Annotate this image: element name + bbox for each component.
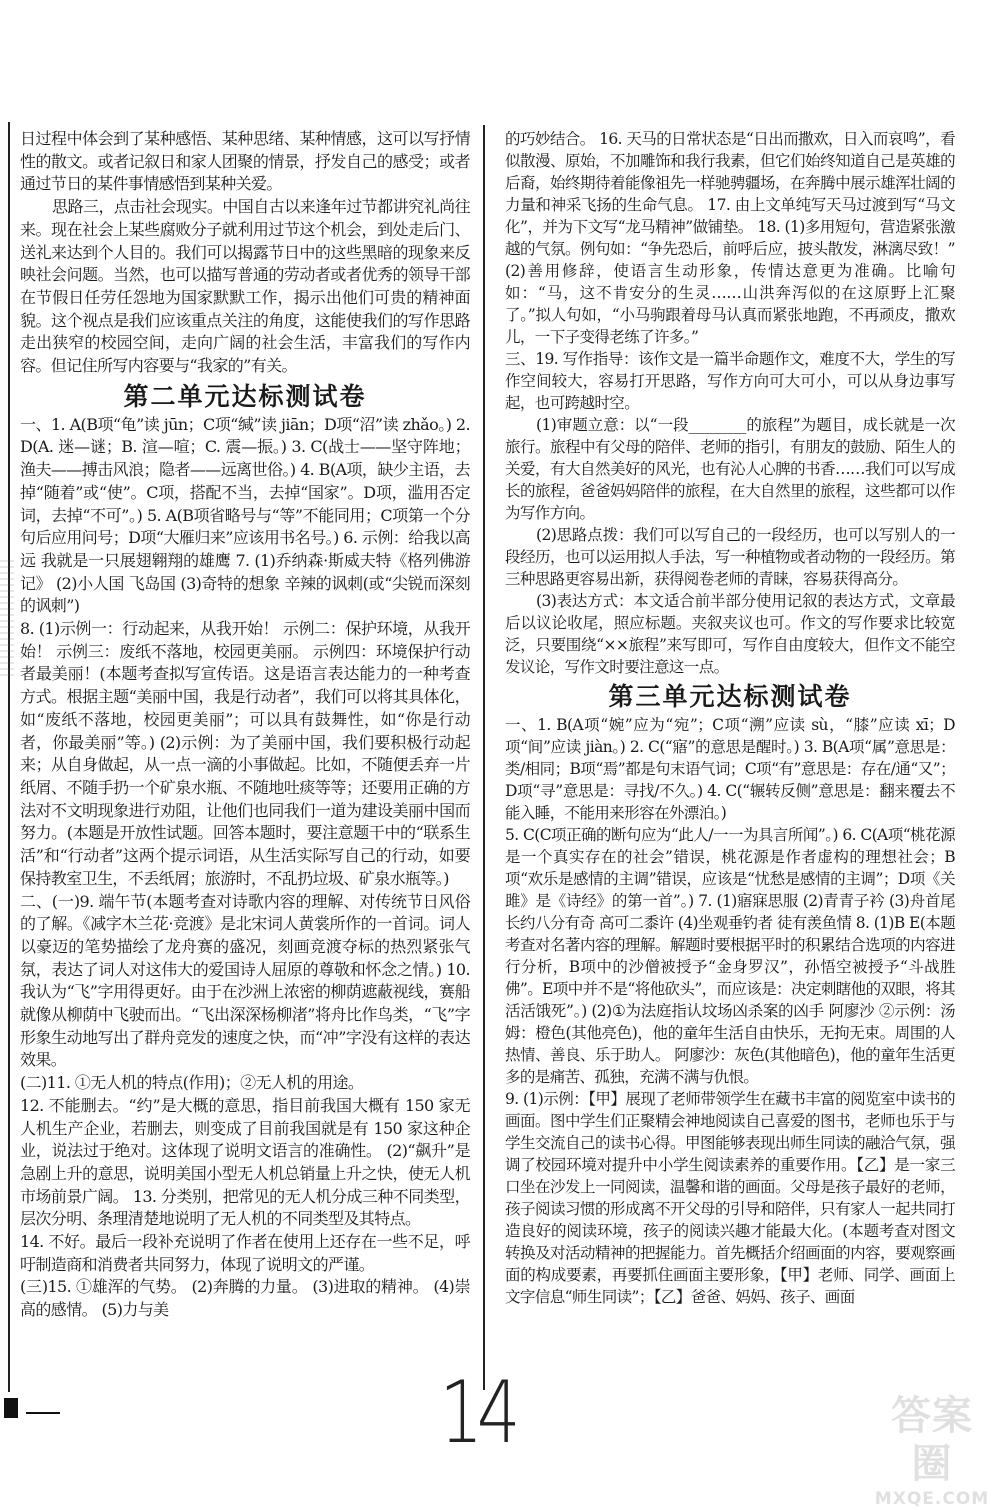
paragraph: 的巧妙结合。 16. 天马的日常状态是“日出而撒欢，日入而哀鸣”，看似散漫、原始，不加雕饰和我行我素，但它们始终知道自己是英雄的后裔，始终期待着能像祖先一样驰骋疆场，在奔腾中展示雄浑壮阔的力量和神采飞扬的生命气息。 17. 由上文单纯写天马过渡到写“马文化”，并为下文写“龙马精神”做铺垫。 18. (1)多用短句，营造紧张激越的气氛。例句如：“争先恐后，前呼后应，披头散发，淋漓尽致！” (2)善用修辞，使语言生动形象，传情达意更为准确。比喻句如：“马，这不肯安分的生灵……山洪奔泻似的在这原野上汇聚了。”拟人句如，“小马驹跟着母马认真而紧张地跑，不再顽皮，撒欢儿，一下子变得老练了许多。” bbox=[505, 130, 955, 346]
left-column bbox=[20, 128, 470, 1322]
answer-block: 一、1. A(B项“龟”读 jūn；C项“缄”读 jiān；D项“沼”读 zhǎo。) 2. D(A. 迷—谜；B. 渲—喧；C. 震—振。) 3. C(战士——坚守阵地；渔夫——搏击风浪；隐者——远离世俗。) 4. B(A项，缺少主语，去掉“随着”或“使”。C项，搭配不当，去掉“国家”。D项，滥用否定词，去掉“不可”。) 5. A(B项省略号与“等”不能同用；C项第一个分句后应用问号；D项“大雁归来”应该用书名号。) 6. 示例：给我以高远 我就是一只展翅翱翔的雄鹰 7. (1)乔纳森·斯威夫特《格列佛游记》 (2)小人国 飞岛国 (3)奇特的想象 辛辣的讽刺(或“尖锐而深刻的讽刺”) bbox=[20, 414, 470, 616]
answer-block: 5. C(C项正确的断句应为“此人/一一为具言所闻”。) 6. C(A项“桃花源是一个真实存在的社会”错误，桃花源是作者虚构的理想社会；B项“欢乐是感情的主调”错误，应该是“忧愁是感情的主调”；D项《关雎》是《诗经》的第一首”。) 7. (1)寤寐思服 (2)青青子衿 (3)舟首尾长约八分有奇 高可二黍许 (4)坐观垂钓者 徒有羡鱼情 8. (1)B E(本题考查对名著内容的理解。解题时要根据平时的积累结合选项的内容进行分析，B项中的沙僧被授予“金身罗汉”，孙悟空被授予“斗战胜佛”。E项中并不是“将他砍头”，而应该是：决定刺瞎他的双眼，将其活活饿死”。) (2)①为法庭指认坟场凶杀案的凶手 阿廖沙 ②示例：汤姆：橙色(其他亮色)，他的童年生活自由快乐，无拘无束。周围的人热情、善良、乐于助人。 阿廖沙：灰色(其他暗色)，他的童年生活更多的是痛苦、孤独，充满不满与仇恨。 bbox=[505, 826, 955, 1086]
answer-block: (三)15. ①雄浑的气势。 (2)奔腾的力量。 (3)进取的精神。 (4)崇高的感情。 (5)力与美 bbox=[20, 1277, 470, 1320]
column-divider bbox=[483, 125, 485, 1390]
paragraph: 思路三，点击社会现实。中国自古以来逢年过节都讲究礼尚往来。现在社会上某些腐败分子就利用过节这个机会，到处走后门、送礼来达到个人目的。我们可以揭露节日中的这些黑暗的现象来反映社会问题。当然，也可以描写普通的劳动者或者优秀的领导干部在节假日任劳任怨地为国家默默工作，揭示出他们可贵的精神面貌。这个视点是我们应该重点关注的角度，这能使我们的写作思路走出狭窄的校园空间，走向广阔的社会生活，丰富我们的写作内容。但记住所写内容要与“我家的”有关。 bbox=[20, 197, 470, 376]
left-margin-rule bbox=[8, 122, 10, 1392]
answer-block: 三、19. 写作指导：该作文是一篇半命题作文，难度不大，学生的写作空间较大，容易打开思路，写作方向可大可小，可以从身边事写起，也可跨越时空。 bbox=[505, 350, 955, 412]
watermark-logo: 答案圈 bbox=[891, 1393, 973, 1487]
page-number: 14 bbox=[439, 1363, 515, 1463]
scan-artifact bbox=[0, 560, 14, 680]
answer-block: 二、(一)9. 端午节(本题考查对诗歌内容的理解、对传统节日风俗的了解。《减字木兰花·竞渡》是北宋词人黄裳所作的一首词。词人以豪迈的笔势描绘了龙舟赛的盛况，刻画竞渡夺标的热烈紧张气氛，表达了词人对这伟大的爱国诗人屈原的尊敬和怀念之情。) 10. 我认为“飞”字用得更好。由于在沙洲上浓密的柳荫遮蔽视线，赛船就像从柳荫中飞驶而出。“飞出深深杨柳渚”将舟比作鸟类，“飞”字形象生动地写出了群舟竞发的速度之快，而“冲”字没有这样的表达效果。 bbox=[20, 891, 470, 1070]
watermark-url: MXQE.COM bbox=[874, 1489, 990, 1509]
corner-mark bbox=[4, 1398, 18, 1418]
bottom-dash bbox=[26, 1412, 60, 1414]
paragraph: (2)思路点拨：我们可以写自己的一段经历，也可以写别人的一段经历，也可以运用拟人手法，写一种植物或者动物的一段经历。第三种思路更容易出新，获得阅卷老师的青睐，容易获得高分。 bbox=[505, 526, 955, 588]
answer-block: 12. 不能删去。“约”是大概的意思，指目前我国大概有 150 家无人机生产企业，若删去，则变成了目前我国就是有 150 家这种企业，说法过于绝对。这体现了说明文语言的准确性。 (2)“飙升”是急剧上升的意思，说明美国小型无人机总销量上升之快，使无人机市场前景广阔。 13. 分类别，把常见的无人机分成三种不同类型，层次分明、条理清楚地说明了无人机的不同类型及其特点。 bbox=[20, 1095, 470, 1229]
section-title-unit-3: 第三单元达标测试卷 bbox=[608, 682, 852, 711]
answer-block: 一、1. B(A项“婉”应为“宛”；C项“溯”应读 sù，“膝”应读 xī；D项“间”应读 jiàn。) 2. C(“寤”的意思是醒时。) 3. B(A项“属”意思是：类/相同；B项“焉”都是句末语气词；C项“有”意思是：存在/通“又”；D项“寻”意思是：寻找/不久。) 4. C(“辗转反侧”意思是：翻来覆去不能入睡，不能用来形容在外漂泊。) bbox=[505, 716, 955, 822]
right-column bbox=[505, 128, 955, 1308]
paragraph: 日过程中体会到了某种感悟、某种思绪、某种情感，这可以写抒情性的散文。或者记叙日和家人团聚的情景，抒发自己的感受；或者通过节日的某件事情感悟到某种关爱。 bbox=[20, 129, 470, 194]
answer-block: (二)11. ①无人机的特点(作用)；②无人机的用途。 bbox=[20, 1073, 364, 1093]
answer-block: 8. (1)示例一：行动起来，从我开始！ 示例二：保护环境，从我开始！ 示例三：废纸不落地，校园更美丽。 示例四：环境保护行动者最美丽！(本题考查拟写宣传语。这是语言表达能力的一种考查方式。根据主题“美丽中国，我是行动者”，我们可以将其具体化，如“废纸不落地，校园更美丽”；可以具有鼓舞性，如“你是行动者，你最美丽”等。) (2)示例：为了美丽中国，我们要积极行动起来；从自身做起，从一点一滴的小事做起。比如，不随便丢弃一片纸屑、不随手扔一个矿泉水瓶、不随地吐痰等等；还要用正确的方法对不文明现象进行劝阻，让他们也同我们一道为建设美丽中国而努力。(本题是开放性试题。回答本题时，要注意题干中的“联系生活”和“行动者”这两个提示词语，从生活实际写自己的行动，如要保持教室卫生，不丢纸屑；旅游时，不乱扔垃圾、矿泉水瓶等。) bbox=[20, 619, 470, 888]
answer-block: 14. 不好。最后一段补充说明了作者在使用上还存在一些不足，呼吁制造商和消费者共同努力，体现了说明文的严谨。 bbox=[20, 1232, 470, 1274]
paragraph: (1)审题立意：以“一段________的旅程”为题目，成长就是一次旅行。旅程中有父母的陪伴、老师的指引，有朋友的鼓励、陌生人的关爱，有大自然美好的风光，也有沁人心脾的书香……我们可以写成长的旅程，爸爸妈妈陪伴的旅程，在大自然里的旅程，这些都可以作为写作方向。 bbox=[505, 416, 955, 522]
answer-block: 9. (1)示例：【甲】展现了老师带领学生在藏书丰富的阅览室中读书的画面。图中学生们正聚精会神地阅读自己喜爱的图书，老师也乐于与学生交流自己的读书心得。甲图能够表现出师生同读的融洽气氛，强调了校园环境对提升中小学生阅读素养的重要作用。【乙】是一家三口坐在沙发上一同阅读，温馨和谐的画面。父母是孩子最好的老师，孩子阅读习惯的形成离不开父母的引导和陪伴，只有家人一起共同打造良好的阅读环境，孩子的阅读兴趣才能最大化。(本题考查对图文转换及对活动精神的把握能力。首先概括介绍画面的内容，要观察画面的构成要素，再要抓住画面主要形象，【甲】老师、同学、画面上文字信息“师生同读”；【乙】爸爸、妈妈、孩子、画面 bbox=[505, 1090, 955, 1306]
section-title-unit-2: 第二单元达标测试卷 bbox=[123, 381, 367, 411]
watermark bbox=[872, 1392, 992, 1509]
paragraph: (3)表达方式：本文适合前半部分使用记叙的表达方式，文章最后以议论收尾，照应标题。夹叙夹议也可。作文的写作要求比较宽泛，只要围绕“××旅程”来写即可，写作自由度较大，但作文不能空发议论，写作文时要注意这一点。 bbox=[505, 592, 955, 676]
